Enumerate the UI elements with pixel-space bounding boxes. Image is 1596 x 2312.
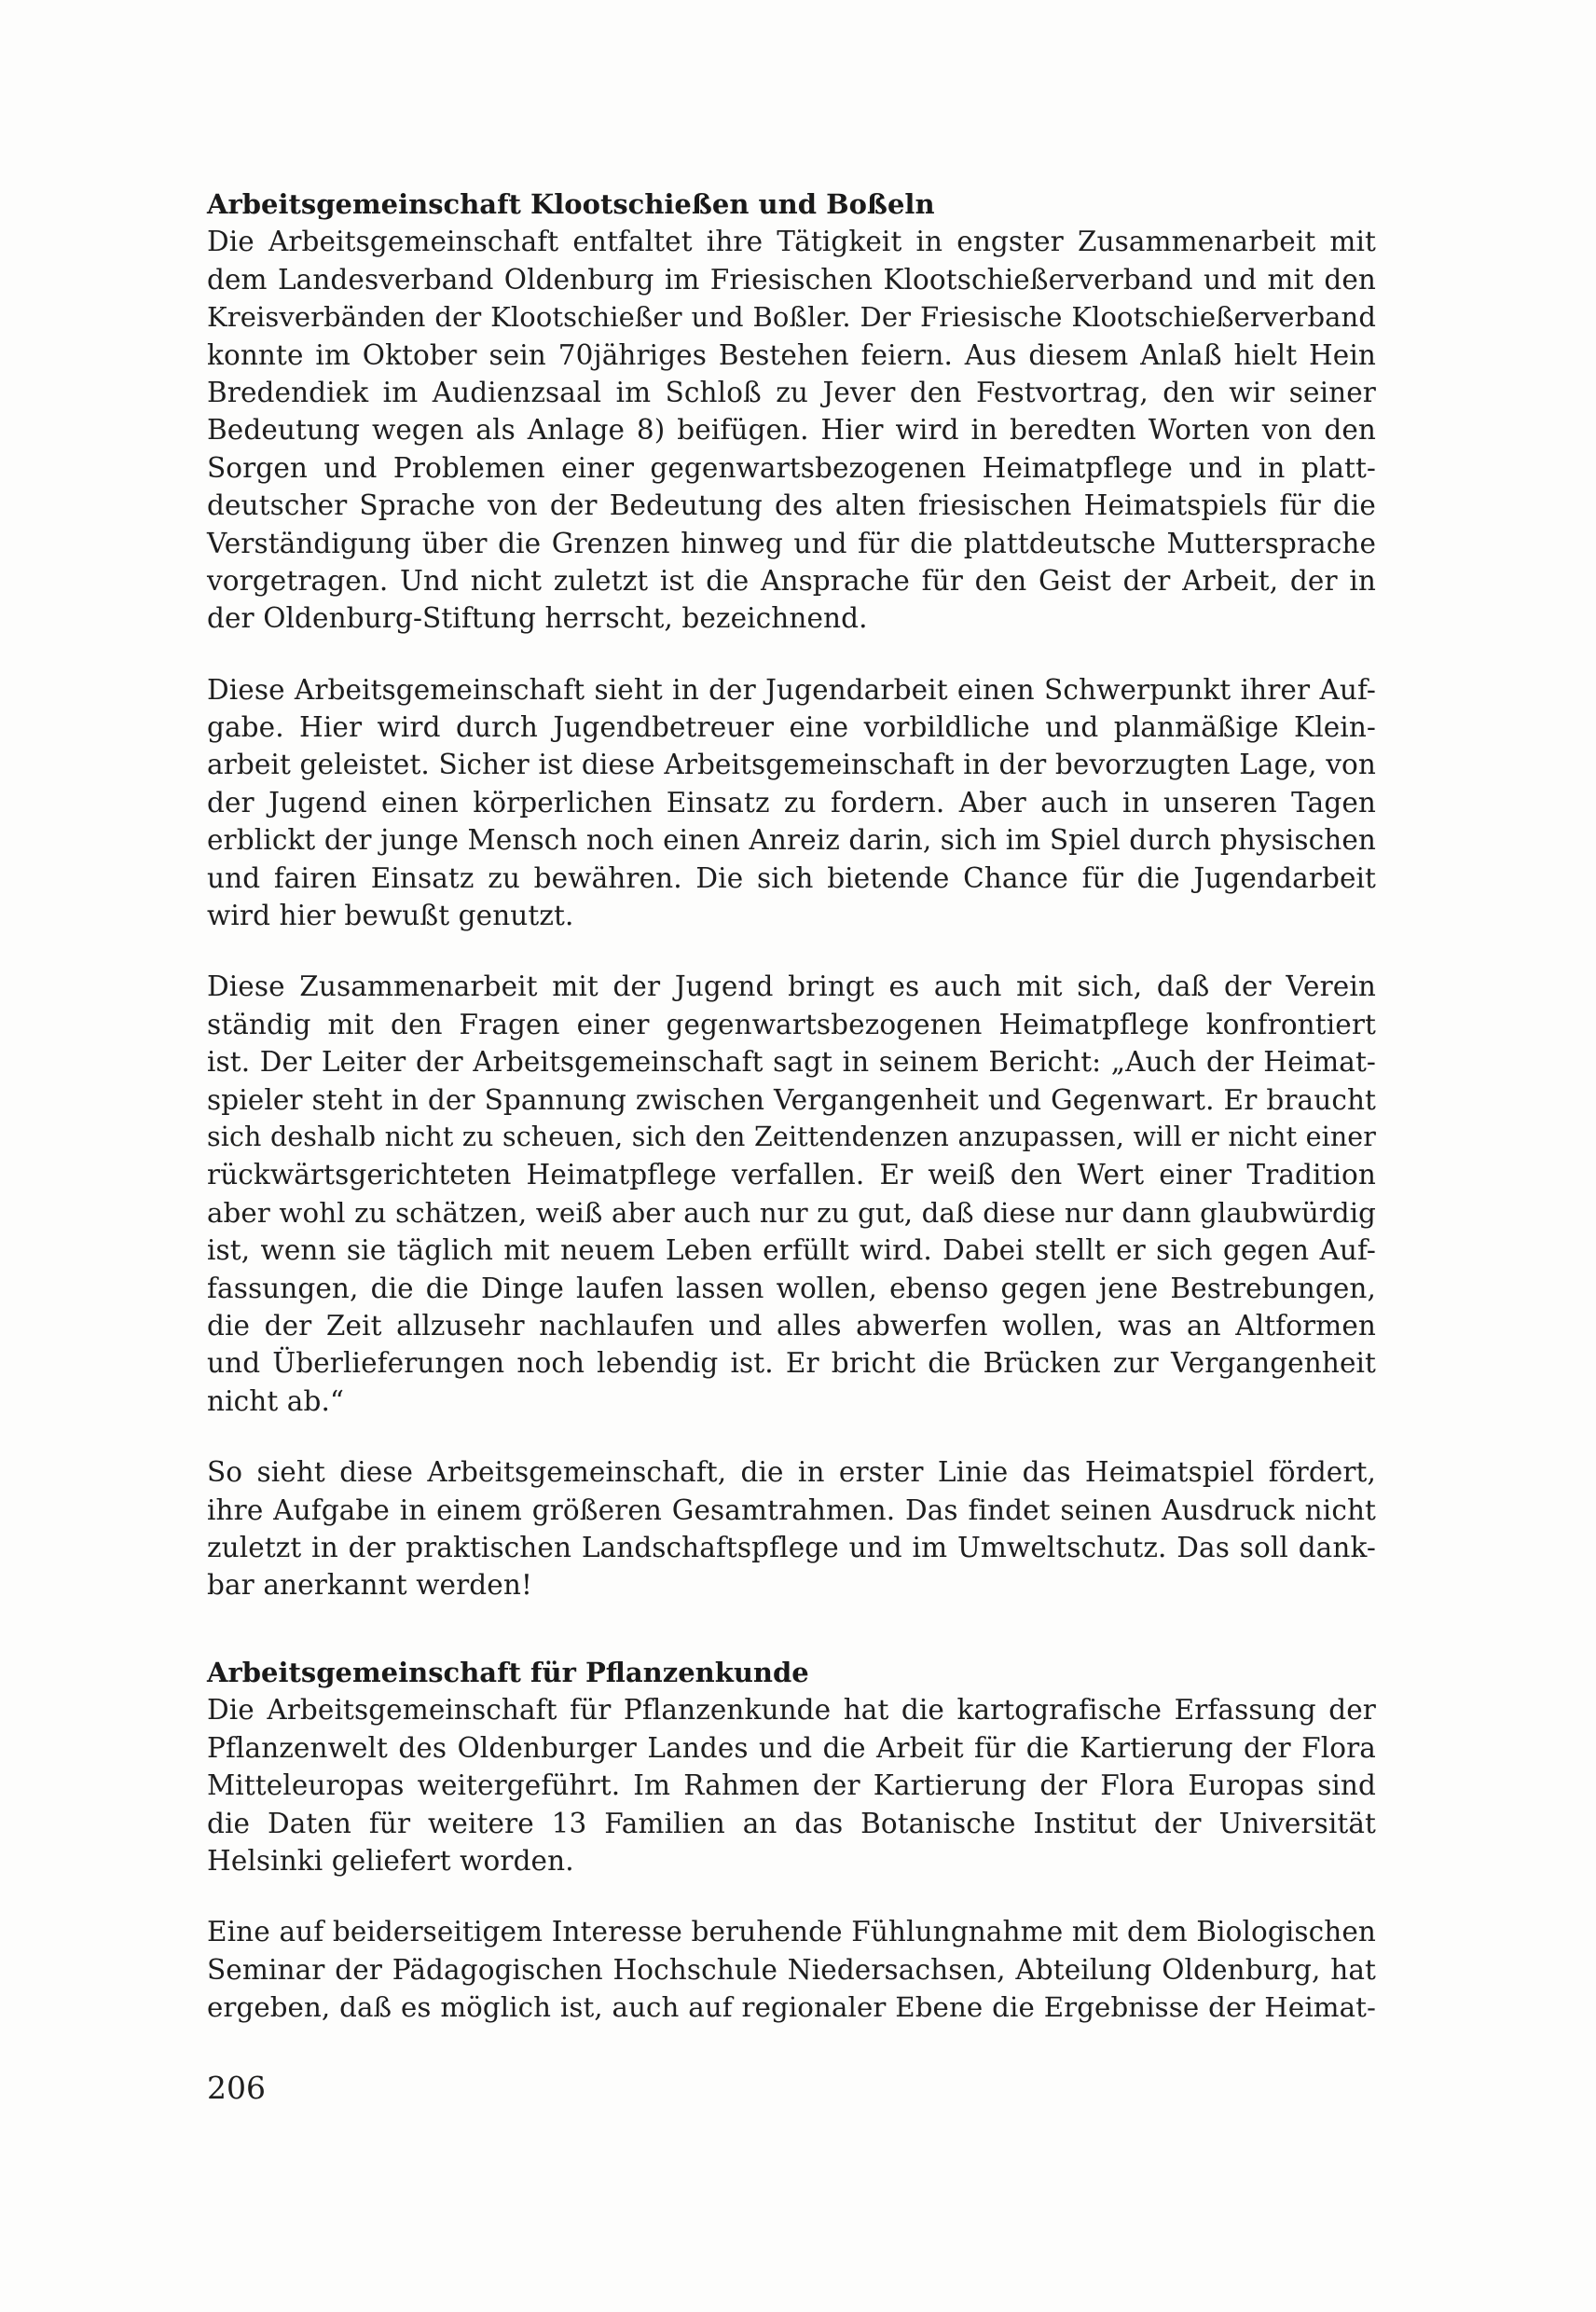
text-line: der Jugend einen körperlichen Einsatz zu fordern. Aber auch in unseren Tagen [207,786,1376,819]
paragraph [207,1453,1376,1604]
text-line: nicht ab.“ [207,1384,345,1417]
text-line: Bedeutung wegen als Anlage 8) beifügen. Hier wird in beredten Worten von den [207,414,1376,447]
text-line: Sorgen und Problemen einer gegenwartsbezogenen Heimatpflege und in platt- [207,451,1376,484]
text-line: zuletzt in der praktischen Landschaftspflege und im Umweltschutz. Das soll dank- [207,1531,1376,1563]
text-line: wird hier bewußt genutzt. [207,900,574,932]
text-line: konnte im Oktober sein 70jähriges Bestehen feiern. Aus diesem Anlaß hielt Hein [207,338,1376,371]
paragraph [207,223,1376,637]
text-line: der Oldenburg-Stiftung herrscht, bezeichnend. [207,602,868,635]
text-line: Mitteleuropas weitergeführt. Im Rahmen der Kartierung der Flora Europas sind [207,1769,1376,1802]
text-line: gabe. Hier wird durch Jugendbetreuer eine vorbildliche und planmäßige Klein- [207,711,1376,744]
text-line: deutscher Sprache von der Bedeutung des alten friesischen Heimatspiels für die [207,489,1376,522]
text-line: die Daten für weitere 13 Familien an das Botanische Institut der Universität [207,1807,1376,1839]
text-line: Seminar der Pädagogischen Hochschule Niedersachsen, Abteilung Oldenburg, hat [207,1953,1376,1986]
text-line: ergeben, daß es möglich ist, auch auf regionaler Ebene die Ergebnisse der Heimat- [207,1991,1376,2024]
text-line: Die Arbeitsgemeinschaft entfaltet ihre Tätigkeit in engster Zusammenarbeit mit [207,226,1376,258]
text-line: Bredendiek im Audienzsaal im Schloß zu Jever den Festvortrag, den wir seiner [207,376,1376,408]
section-heading: Arbeitsgemeinschaft Klootschießen und Boßeln [207,188,935,220]
text-line: Verständigung über die Grenzen hinweg und für die plattdeutsche Muttersprache [207,527,1376,559]
text-line: und Überlieferungen noch lebendig ist. Er bricht die Brücken zur Vergangenheit [207,1347,1376,1380]
text-line: sich deshalb nicht zu scheuen, sich den Zeittendenzen anzupassen, will er nicht einer [207,1121,1376,1152]
text-line: Diese Arbeitsgemeinschaft sieht in der Jugendarbeit einen Schwerpunkt ihrer Auf- [207,673,1376,706]
text-line: ständig mit den Fragen einer gegenwartsbezogenen Heimatpflege konfrontiert [207,1008,1376,1040]
text-line: arbeit geleistet. Sicher ist diese Arbeitsgemeinschaft in der bevorzugten Lage, von [207,749,1376,781]
section-pflanzenkunde [207,1654,1376,2027]
section-heading: Arbeitsgemeinschaft für Pflanzenkunde [207,1657,809,1688]
paragraph [207,671,1376,935]
text-line: Diese Zusammenarbeit mit der Jugend bringt es auch mit sich, daß der Verein [207,970,1376,1003]
text-line: vorgetragen. Und nicht zuletzt ist die Ansprache für den Geist der Arbeit, der in [207,564,1376,597]
text-line: die der Zeit allzusehr nachlaufen und alles abwerfen wollen, was an Altformen [207,1309,1376,1342]
text-line: bar anerkannt werden! [207,1569,532,1602]
text-line: erblickt der junge Mensch noch einen Anreiz darin, sich im Spiel durch physischen [207,824,1376,857]
text-line: dem Landesverband Oldenburg im Friesischen Klootschießerverband und mit den [207,263,1376,296]
text-line: und fairen Einsatz zu bewähren. Die sich bietende Chance für die Jugendarbeit [207,861,1376,894]
text-line: ihre Aufgabe in einem größeren Gesamtrahmen. Das findet seinen Ausdruck nicht [207,1493,1376,1526]
text-line: ist. Der Leiter der Arbeitsgemeinschaft sagt in seinem Bericht: „Auch der Heimat- [207,1046,1376,1079]
text-line: rückwärtsgerichteten Heimatpflege verfallen. Er weiß den Wert einer Tradition [207,1159,1376,1191]
text-line: Eine auf beiderseitigem Interesse beruhende Fühlungnahme mit dem Biologischen [207,1916,1376,1948]
text-line: Kreisverbänden der Klootschießer und Boßler. Der Friesische Klootschießerverband [207,301,1376,334]
text-line: Helsinki geliefert worden. [207,1844,574,1877]
paragraph [207,1691,1376,1879]
text-line: Die Arbeitsgemeinschaft für Pflanzenkunde hat die kartografische Erfassung der [207,1694,1376,1727]
text-line: ist, wenn sie täglich mit neuem Leben erfüllt wird. Dabei stellt er sich gegen Auf- [207,1234,1376,1267]
page-number: 206 [207,2070,266,2106]
text-line: Pflanzenwelt des Oldenburger Landes und die Arbeit für die Kartierung der Flora [207,1731,1376,1764]
text-line: fassungen, die die Dinge laufen lassen wollen, ebenso gegen jene Bestrebungen, [207,1272,1376,1304]
paragraph [207,1913,1376,2026]
text-line: spieler steht in der Spannung zwischen Vergangenheit und Gegenwart. Er braucht [207,1083,1376,1116]
text-line: aber wohl zu schätzen, weiß aber auch nur zu gut, daß diese nur dann glaubwürdig [207,1196,1376,1229]
text-line: So sieht diese Arbeitsgemeinschaft, die in erster Linie das Heimatspiel fördert, [207,1456,1376,1489]
section-klootschiessen [207,186,1376,1604]
paragraph [207,968,1376,1420]
